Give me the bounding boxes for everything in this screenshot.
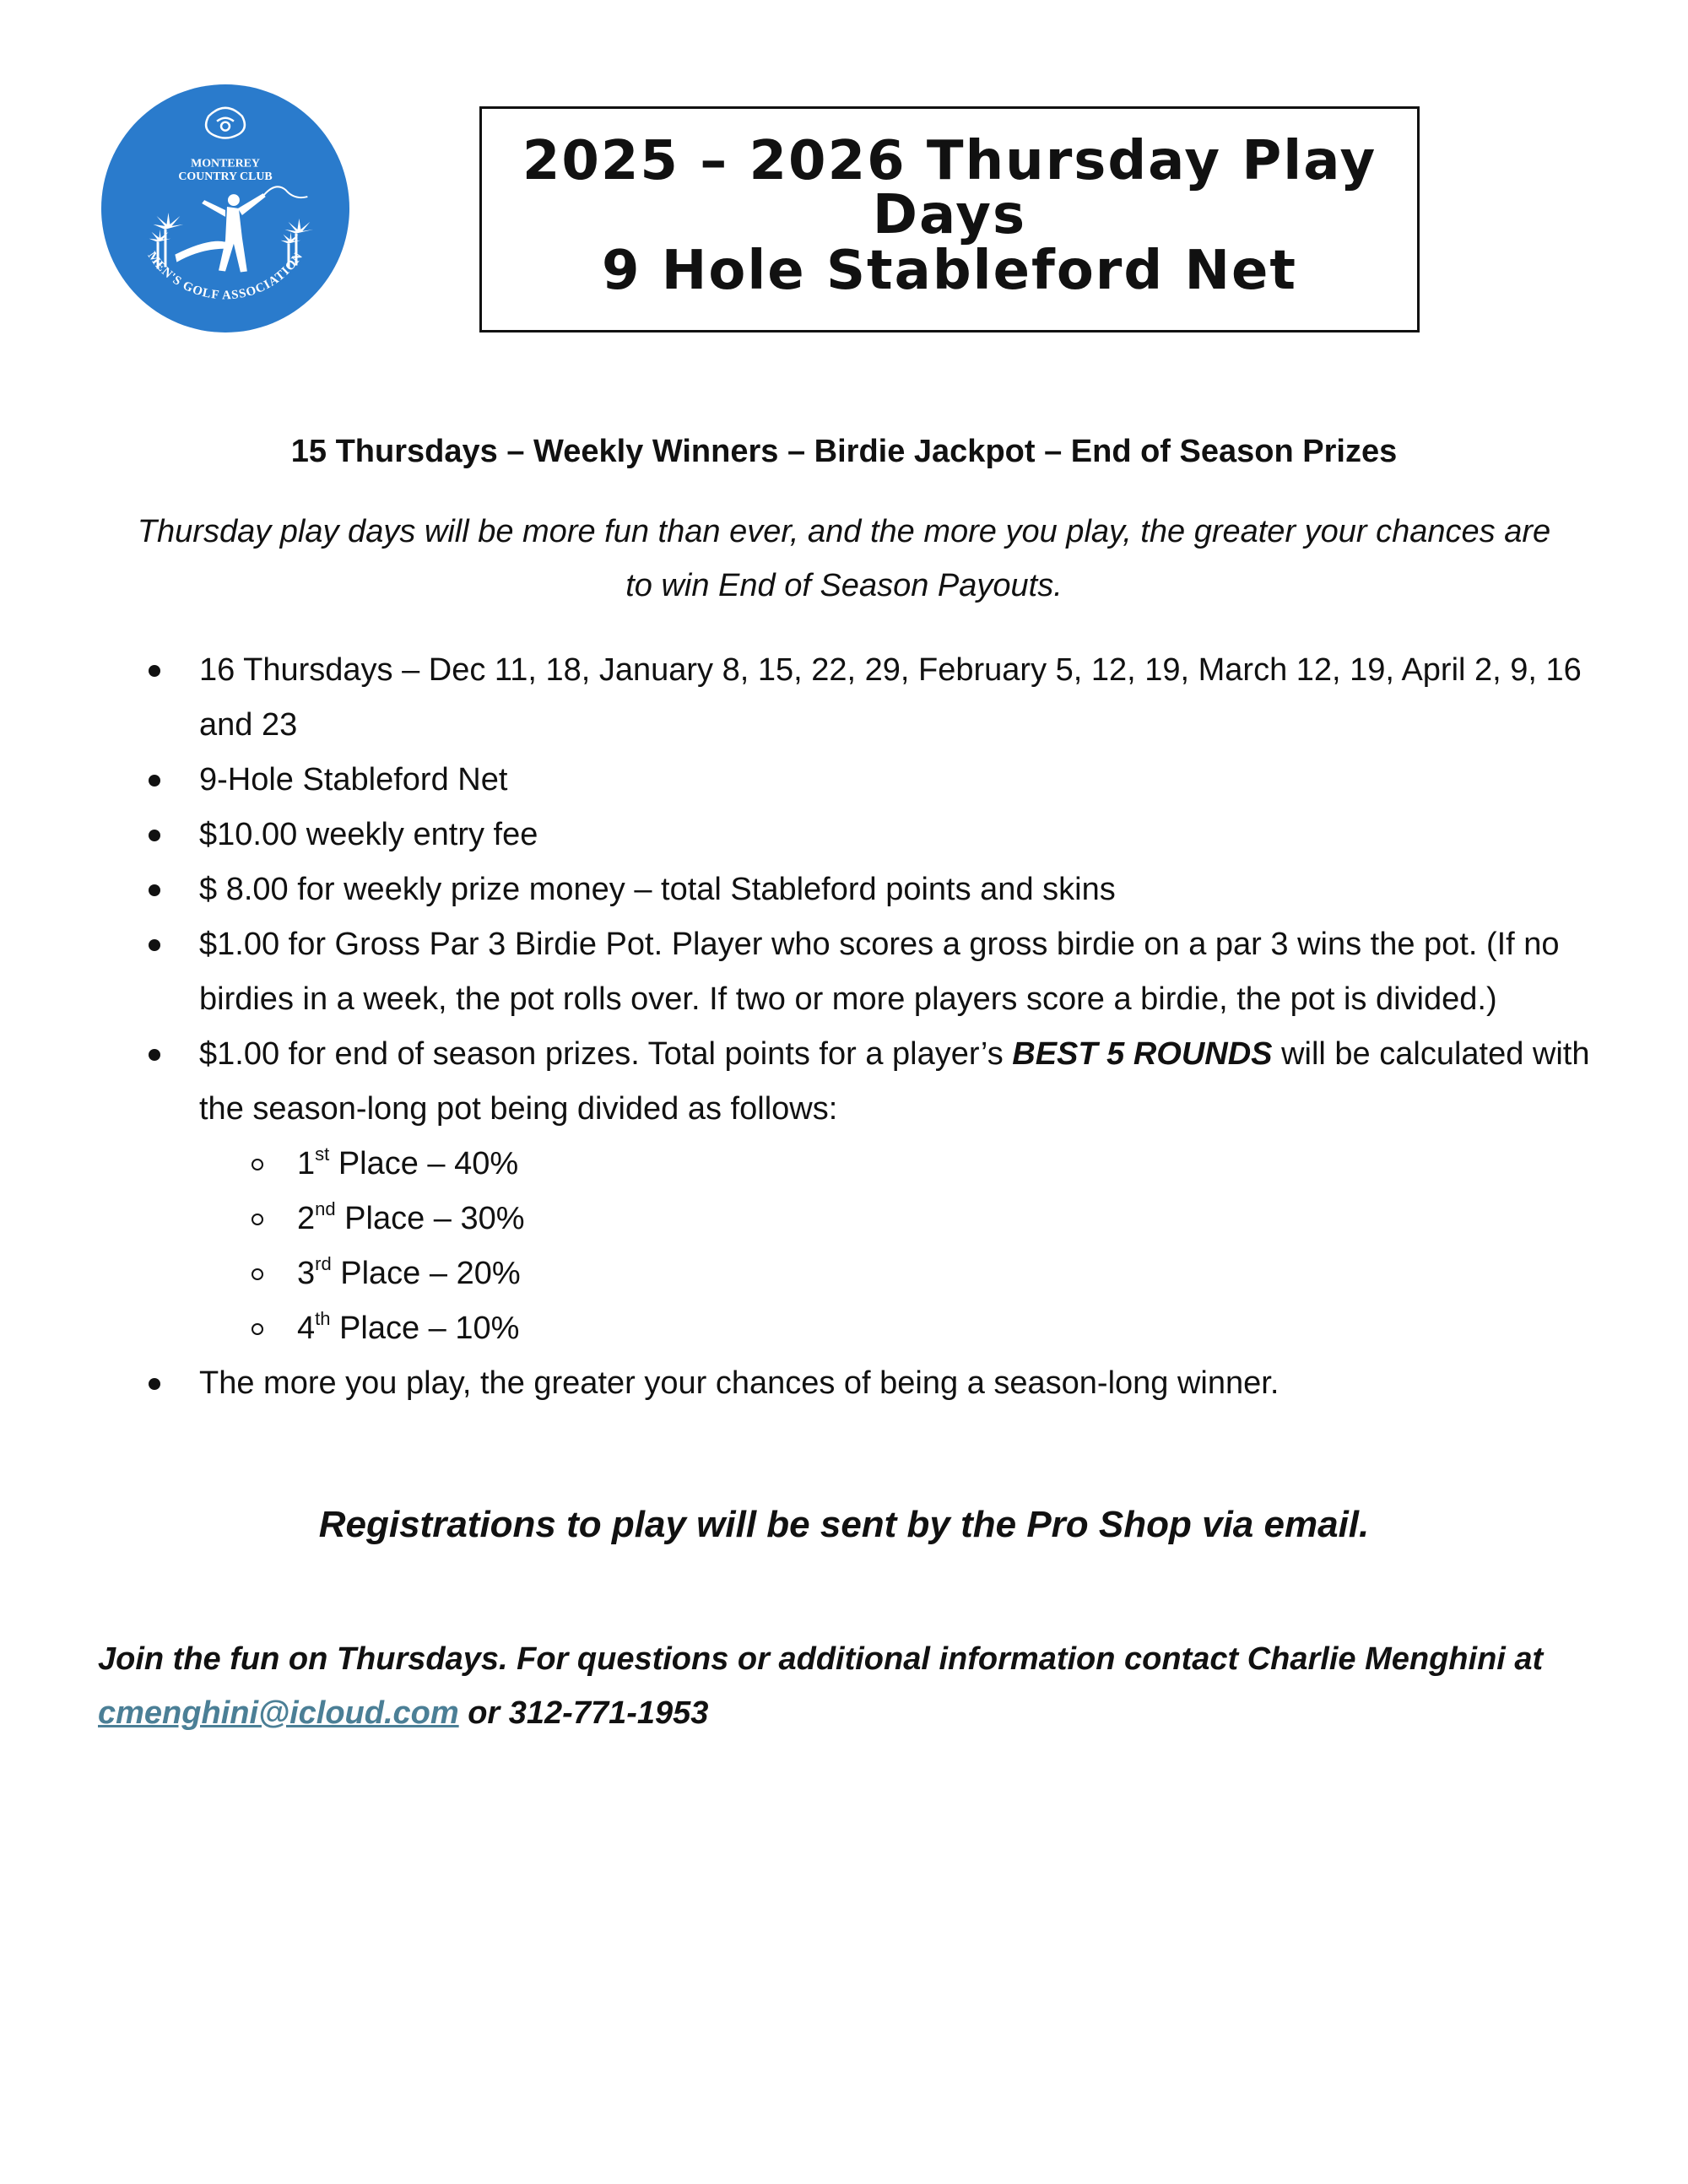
- prize-money-text: $ 8.00 for weekly prize money – total Stableford points and skins: [199, 872, 1116, 907]
- list-item-prize-money: [0, 862, 1592, 917]
- sub-bullet-icon: [252, 1214, 263, 1225]
- contact-paragraph: [98, 1632, 1566, 1740]
- bullet-icon: [149, 1378, 160, 1390]
- details-list: [0, 643, 1688, 1411]
- contact-prefix: Join the fun on Thursdays. For questions or additional information contact Charlie Menghini at: [98, 1641, 1544, 1677]
- season-prefix-text: $1.00 for end of season prizes. Total points for a player’s: [199, 1036, 1013, 1072]
- club-logo-emblem: [100, 83, 351, 334]
- logo-association-text: MEN'S GOLF ASSOCIATION: [144, 249, 306, 303]
- bullet-icon: [149, 665, 160, 677]
- sub-bullet-icon: [252, 1159, 263, 1170]
- place-item: [0, 1301, 1688, 1356]
- page-title: 2025 – 2026 Thursday Play Days: [522, 130, 1377, 246]
- bullet-icon: [149, 1049, 160, 1061]
- place-text: Place – 20%: [331, 1256, 521, 1291]
- place-number: 1: [297, 1146, 316, 1181]
- bullet-icon: [149, 830, 160, 841]
- place-text: Place – 40%: [329, 1146, 519, 1181]
- list-item-birdie-pot: [0, 917, 1592, 1027]
- place-ordinal: st: [315, 1143, 330, 1165]
- format-text: 9-Hole Stableford Net: [199, 762, 508, 797]
- logo-name-line1: MONTEREY: [191, 157, 260, 170]
- place-item: [0, 1137, 1688, 1192]
- place-ordinal: th: [315, 1308, 331, 1329]
- entry-fee-text: $10.00 weekly entry fee: [199, 817, 538, 852]
- place-number: 2: [297, 1201, 316, 1236]
- place-ordinal: nd: [315, 1198, 336, 1219]
- place-item: [0, 1192, 1688, 1246]
- contact-phone: or 312-771-1953: [458, 1695, 709, 1731]
- list-item-dates: [0, 643, 1592, 753]
- club-logo: [100, 83, 351, 334]
- title-box: [479, 106, 1420, 332]
- dates-text: 16 Thursdays – Dec 11, 18, January 8, 15, 22, 29, February 5, 12, 19, March 12, 19, April 2, 9, 16 and 23: [199, 652, 1582, 743]
- place-number: 4: [297, 1311, 316, 1346]
- page-subtitle-format: 9 Hole Stableford Net: [601, 240, 1298, 302]
- section-heading: 15 Thursdays – Weekly Winners – Birdie Jackpot – End of Season Prizes: [290, 434, 1398, 469]
- place-ordinal: rd: [315, 1253, 332, 1274]
- bullet-icon: [149, 884, 160, 896]
- season-suffix-text: will be calculated with the season-long pot being divided as follows:: [199, 1036, 1590, 1127]
- place-item: [0, 1246, 1688, 1301]
- place-text: Place – 30%: [335, 1201, 525, 1236]
- logo-name-line2: COUNTRY CLUB: [178, 170, 273, 184]
- place-text: Place – 10%: [330, 1311, 520, 1346]
- intro-paragraph: Thursday play days will be more fun than ever, and the more you play, the greater your chances are to win End of Season Payouts.: [137, 514, 1551, 603]
- closing-text: The more you play, the greater your chances of being a season-long winner.: [199, 1365, 1280, 1401]
- list-item-format: [0, 753, 1592, 808]
- birdie-pot-text: $1.00 for Gross Par 3 Birdie Pot. Player who scores a gross birdie on a par 3 wins the pot. (If no birdies in a week, the pot rolls over. If two or more players score a birdie, the pot is divided.): [199, 927, 1560, 1017]
- list-item-entry-fee: [0, 808, 1592, 862]
- sub-bullet-icon: [252, 1323, 263, 1335]
- bullet-icon: [149, 939, 160, 951]
- place-number: 3: [297, 1256, 316, 1291]
- email-link[interactable]: cmenghini@icloud.com: [98, 1695, 459, 1731]
- list-item-season-prizes: [0, 1027, 1592, 1137]
- registration-notice: Registrations to play will be sent by the Pro Shop via email.: [318, 1504, 1370, 1545]
- list-item-closing: [0, 1356, 1592, 1411]
- sub-bullet-icon: [252, 1268, 263, 1280]
- bullet-icon: [149, 775, 160, 787]
- best-rounds-text: BEST 5 ROUNDS: [1012, 1036, 1273, 1072]
